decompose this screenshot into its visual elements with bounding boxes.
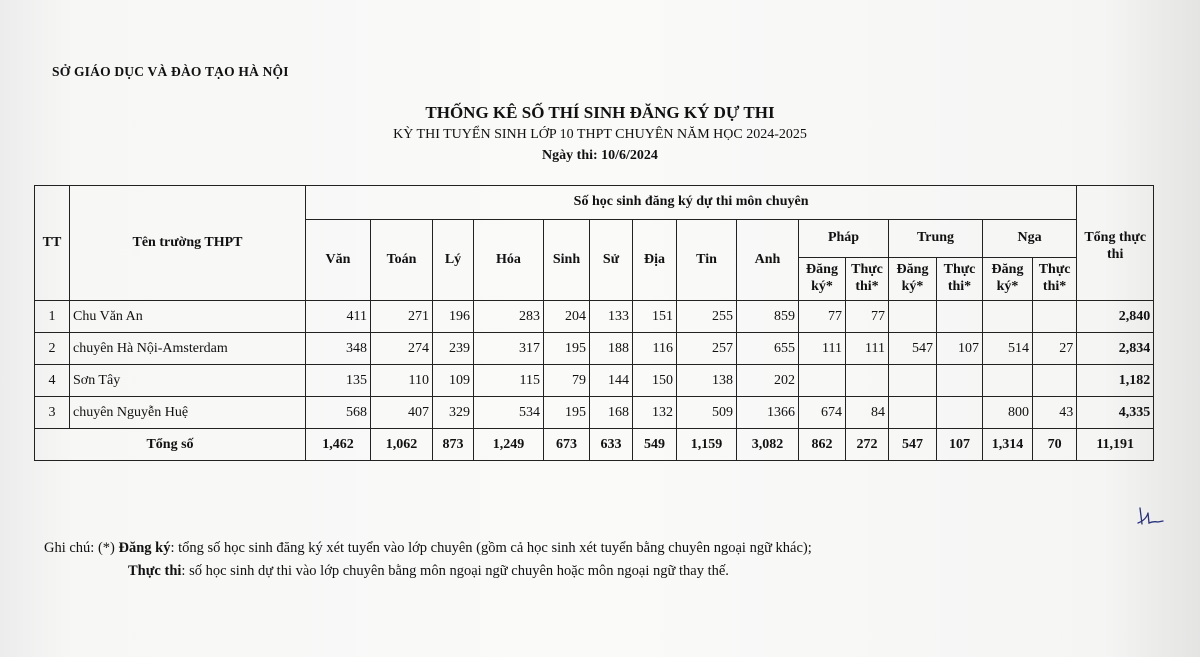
total-value: 70 xyxy=(1033,429,1077,461)
row-value: 329 xyxy=(433,397,474,429)
row-value: 317 xyxy=(474,333,544,365)
total-value: 1,159 xyxy=(677,429,737,461)
row-value: 257 xyxy=(677,333,737,365)
row-value: 411 xyxy=(306,301,371,333)
header-group: Số học sinh đăng ký dự thi môn chuyên xyxy=(306,186,1077,220)
header-total: Tổng thực thi xyxy=(1077,186,1154,301)
row-value: 1366 xyxy=(737,397,799,429)
total-value: 1,462 xyxy=(306,429,371,461)
table-row xyxy=(35,333,1154,365)
row-value: 283 xyxy=(474,301,544,333)
row-value: 195 xyxy=(544,397,590,429)
header-language: Nga xyxy=(983,220,1077,258)
header-language: Trung xyxy=(889,220,983,258)
total-value: 1,314 xyxy=(983,429,1033,461)
row-value: 144 xyxy=(590,365,633,397)
header-actual: Thực thi* xyxy=(1033,258,1077,301)
header-subject: Anh xyxy=(737,220,799,301)
total-label: Tổng số xyxy=(35,429,306,461)
note-actual: Thực thi: số học sinh dự thi vào lớp chuyên bằng môn ngoại ngữ chuyên hoặc môn ngoại ngữ thay thế. xyxy=(128,563,729,579)
row-school: chuyên Nguyễn Huệ xyxy=(70,397,306,429)
row-value xyxy=(889,301,937,333)
row-value: 151 xyxy=(633,301,677,333)
row-value: 204 xyxy=(544,301,590,333)
header-register: Đăng ký* xyxy=(983,258,1033,301)
header-register: Đăng ký* xyxy=(889,258,937,301)
document-subtitle: KỲ THI TUYỂN SINH LỚP 10 THPT CHUYÊN NĂM HỌC 2024-2025 xyxy=(393,127,807,142)
row-value: 109 xyxy=(433,365,474,397)
grand-total: 11,191 xyxy=(1077,429,1154,461)
header-subject: Lý xyxy=(433,220,474,301)
row-value: 27 xyxy=(1033,333,1077,365)
header-actual: Thực thi* xyxy=(846,258,889,301)
row-total: 4,335 xyxy=(1077,397,1154,429)
row-value: 534 xyxy=(474,397,544,429)
row-value: 655 xyxy=(737,333,799,365)
row-value xyxy=(937,365,983,397)
row-value: 84 xyxy=(846,397,889,429)
row-value: 111 xyxy=(846,333,889,365)
row-value xyxy=(889,397,937,429)
table-row xyxy=(35,397,1154,429)
header-subject: Hóa xyxy=(474,220,544,301)
total-row xyxy=(35,429,1154,461)
row-value: 138 xyxy=(677,365,737,397)
registration-stats-table xyxy=(34,185,1154,461)
table-row xyxy=(35,301,1154,333)
handwritten-initials xyxy=(1136,505,1166,527)
row-value: 77 xyxy=(799,301,846,333)
total-value: 272 xyxy=(846,429,889,461)
row-total: 1,182 xyxy=(1077,365,1154,397)
total-value: 673 xyxy=(544,429,590,461)
header-language: Pháp xyxy=(799,220,889,258)
row-value: 859 xyxy=(737,301,799,333)
row-value: 255 xyxy=(677,301,737,333)
row-value: 115 xyxy=(474,365,544,397)
row-value: 202 xyxy=(737,365,799,397)
exam-date: Ngày thi: 10/6/2024 xyxy=(542,148,658,163)
row-school: Sơn Tây xyxy=(70,365,306,397)
row-total: 2,834 xyxy=(1077,333,1154,365)
total-value: 862 xyxy=(799,429,846,461)
row-value: 188 xyxy=(590,333,633,365)
total-value: 547 xyxy=(889,429,937,461)
row-value: 79 xyxy=(544,365,590,397)
row-value: 514 xyxy=(983,333,1033,365)
header-actual: Thực thi* xyxy=(937,258,983,301)
row-value: 77 xyxy=(846,301,889,333)
total-value: 1,062 xyxy=(371,429,433,461)
row-value: 568 xyxy=(306,397,371,429)
header-school: Tên trường THPT xyxy=(70,186,306,301)
header-subject: Địa xyxy=(633,220,677,301)
header-subject: Toán xyxy=(371,220,433,301)
row-value: 116 xyxy=(633,333,677,365)
row-value xyxy=(1033,365,1077,397)
total-value: 549 xyxy=(633,429,677,461)
row-tt: 4 xyxy=(35,365,70,397)
table-row xyxy=(35,365,1154,397)
row-value: 509 xyxy=(677,397,737,429)
row-school: chuyên Hà Nội-Amsterdam xyxy=(70,333,306,365)
row-school: Chu Văn An xyxy=(70,301,306,333)
row-total: 2,840 xyxy=(1077,301,1154,333)
row-value: 239 xyxy=(433,333,474,365)
header-subject: Văn xyxy=(306,220,371,301)
row-value: 271 xyxy=(371,301,433,333)
row-value xyxy=(799,365,846,397)
row-value: 348 xyxy=(306,333,371,365)
row-value: 407 xyxy=(371,397,433,429)
document-title: THỐNG KÊ SỐ THÍ SINH ĐĂNG KÝ DỰ THI xyxy=(425,103,775,122)
total-value: 1,249 xyxy=(474,429,544,461)
total-value: 633 xyxy=(590,429,633,461)
header-subject: Sinh xyxy=(544,220,590,301)
row-value: 43 xyxy=(1033,397,1077,429)
row-value: 133 xyxy=(590,301,633,333)
note-register: Ghi chú: (*) Đăng ký: tổng số học sinh đăng ký xét tuyển vào lớp chuyên (gồm cả học sinh xét tuyển bằng chuyên ngoại ngữ khác); xyxy=(44,540,812,556)
row-value: 800 xyxy=(983,397,1033,429)
row-value xyxy=(889,365,937,397)
row-value: 150 xyxy=(633,365,677,397)
row-value xyxy=(983,365,1033,397)
header-tt: TT xyxy=(35,186,70,301)
row-value: 107 xyxy=(937,333,983,365)
header-register: Đăng ký* xyxy=(799,258,846,301)
row-value xyxy=(1033,301,1077,333)
row-value xyxy=(983,301,1033,333)
header-subject: Sử xyxy=(590,220,633,301)
row-value: 195 xyxy=(544,333,590,365)
row-tt: 3 xyxy=(35,397,70,429)
row-value: 132 xyxy=(633,397,677,429)
row-value: 274 xyxy=(371,333,433,365)
table-body xyxy=(35,301,1154,429)
row-value: 547 xyxy=(889,333,937,365)
row-value xyxy=(846,365,889,397)
row-value: 168 xyxy=(590,397,633,429)
row-value xyxy=(937,301,983,333)
total-value: 873 xyxy=(433,429,474,461)
row-value: 111 xyxy=(799,333,846,365)
row-tt: 2 xyxy=(35,333,70,365)
header-subject: Tin xyxy=(677,220,737,301)
row-tt: 1 xyxy=(35,301,70,333)
row-value: 674 xyxy=(799,397,846,429)
total-value: 3,082 xyxy=(737,429,799,461)
row-value: 135 xyxy=(306,365,371,397)
total-value: 107 xyxy=(937,429,983,461)
row-value xyxy=(937,397,983,429)
organization-name: SỞ GIÁO DỤC VÀ ĐÀO TẠO HÀ NỘI xyxy=(52,64,289,79)
row-value: 110 xyxy=(371,365,433,397)
row-value: 196 xyxy=(433,301,474,333)
